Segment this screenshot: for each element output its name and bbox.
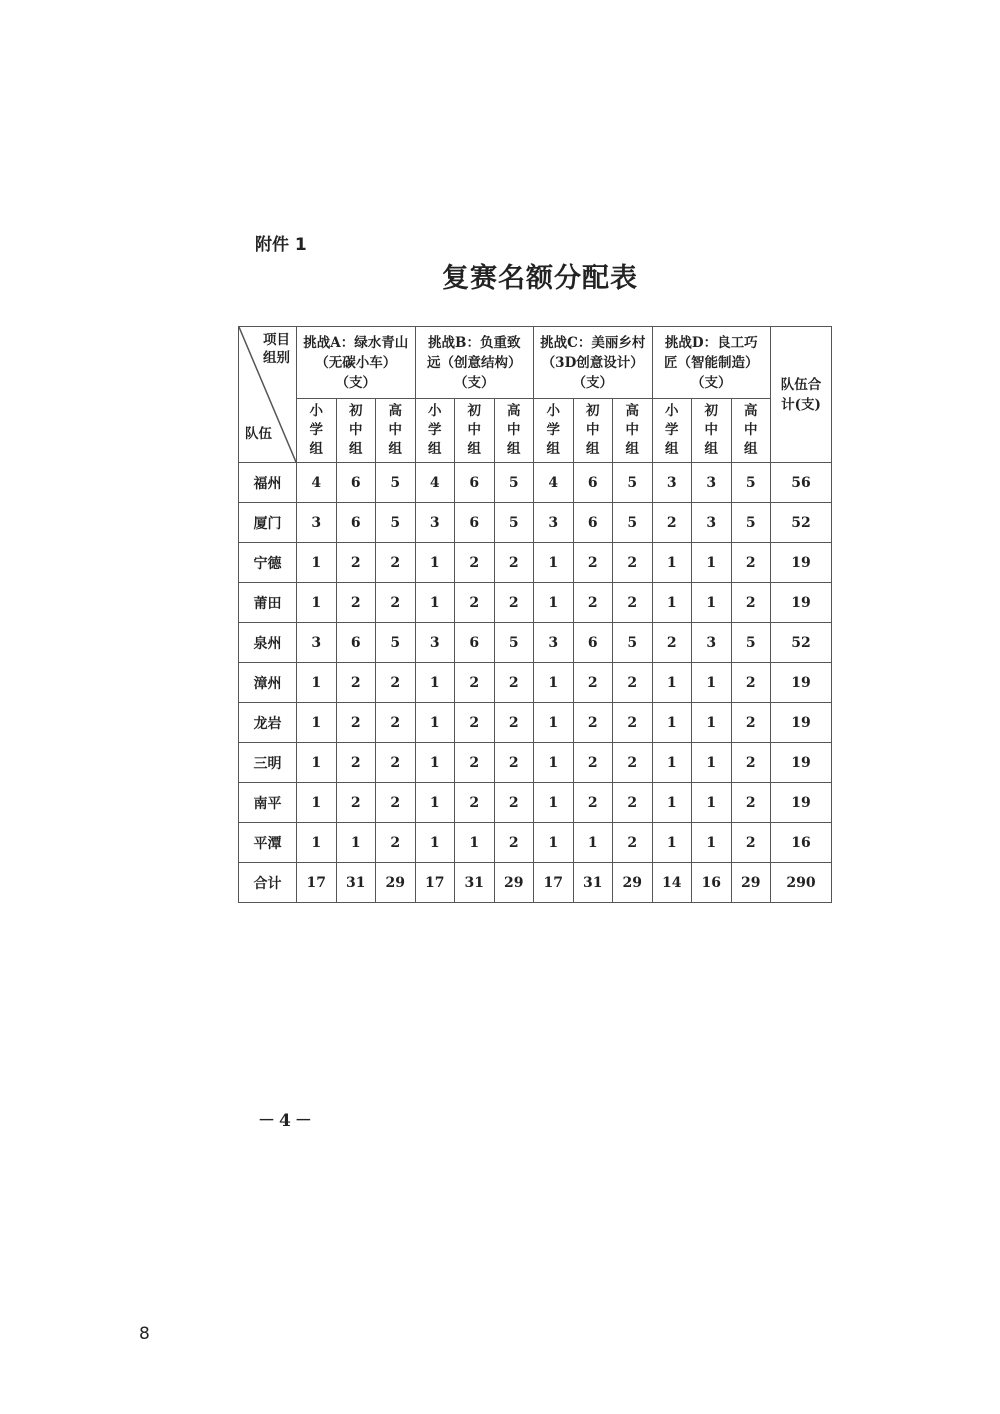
- quota-cell: 2: [573, 703, 613, 743]
- team-total: 19: [771, 783, 832, 823]
- quota-cell: 1: [692, 823, 732, 863]
- quota-cell: 2: [731, 703, 771, 743]
- quota-cell: 1: [415, 783, 455, 823]
- quota-cell: 5: [376, 503, 416, 543]
- quota-cell: 1: [297, 583, 337, 623]
- quota-cell: 2: [455, 783, 495, 823]
- quota-cell: 2: [455, 703, 495, 743]
- quota-cell: 1: [534, 743, 574, 783]
- level-header: 高中组: [494, 399, 534, 463]
- level-header: 小学组: [297, 399, 337, 463]
- quota-cell: 1: [534, 543, 574, 583]
- quota-cell: 5: [731, 623, 771, 663]
- table-row: [239, 583, 832, 623]
- quota-cell: 17: [415, 863, 455, 903]
- corner-header-cell: [239, 327, 297, 463]
- quota-cell: 5: [376, 463, 416, 503]
- quota-cell: 1: [534, 583, 574, 623]
- quota-cell: 2: [652, 503, 692, 543]
- quota-cell: 2: [494, 823, 534, 863]
- quota-cell: 2: [613, 663, 653, 703]
- team-name: 龙岩: [239, 703, 297, 743]
- quota-cell: 29: [494, 863, 534, 903]
- quota-cell: 2: [336, 783, 376, 823]
- quota-cell: 2: [376, 743, 416, 783]
- quota-cell: 14: [652, 863, 692, 903]
- quota-cell: 1: [297, 783, 337, 823]
- quota-cell: 2: [376, 583, 416, 623]
- team-name: 宁德: [239, 543, 297, 583]
- quota-cell: 1: [534, 703, 574, 743]
- quota-cell: 2: [613, 743, 653, 783]
- quota-cell: 1: [692, 703, 732, 743]
- level-header: 高中组: [376, 399, 416, 463]
- quota-cell: 1: [415, 823, 455, 863]
- quota-cell: 2: [494, 663, 534, 703]
- quota-cell: 2: [376, 543, 416, 583]
- quota-cell: 3: [415, 623, 455, 663]
- quota-cell: 6: [455, 503, 495, 543]
- quota-cell: 2: [494, 783, 534, 823]
- quota-cell: 3: [297, 623, 337, 663]
- quota-cell: 1: [652, 743, 692, 783]
- team-name: 合计: [239, 863, 297, 903]
- quota-cell: 17: [297, 863, 337, 903]
- quota-cell: 2: [336, 543, 376, 583]
- quota-cell: 5: [731, 463, 771, 503]
- team-name: 漳州: [239, 663, 297, 703]
- quota-cell: 1: [692, 543, 732, 583]
- team-name: 莆田: [239, 583, 297, 623]
- table-row: [239, 703, 832, 743]
- quota-cell: 1: [415, 663, 455, 703]
- team-name: 泉州: [239, 623, 297, 663]
- quota-cell: 16: [692, 863, 732, 903]
- quota-cell: 5: [494, 623, 534, 663]
- quota-cell: 1: [415, 703, 455, 743]
- quota-cell: 2: [336, 583, 376, 623]
- quota-cell: 1: [534, 663, 574, 703]
- team-total: 52: [771, 503, 832, 543]
- document-title: 复赛名额分配表: [442, 263, 638, 294]
- quota-cell: 2: [376, 703, 416, 743]
- quota-cell: 1: [415, 543, 455, 583]
- quota-cell: 1: [336, 823, 376, 863]
- team-total: 19: [771, 663, 832, 703]
- team-total: 19: [771, 703, 832, 743]
- quota-cell: 2: [494, 743, 534, 783]
- quota-cell: 2: [455, 743, 495, 783]
- quota-cell: 2: [573, 743, 613, 783]
- quota-cell: 2: [455, 663, 495, 703]
- quota-cell: 1: [652, 703, 692, 743]
- quota-cell: 1: [573, 823, 613, 863]
- quota-cell: 2: [573, 583, 613, 623]
- quota-cell: 2: [613, 823, 653, 863]
- quota-cell: 29: [613, 863, 653, 903]
- quota-cell: 2: [573, 543, 613, 583]
- quota-cell: 1: [692, 663, 732, 703]
- quota-cell: 2: [455, 583, 495, 623]
- table-row: [239, 743, 832, 783]
- quota-cell: 2: [652, 623, 692, 663]
- level-header: 高中组: [731, 399, 771, 463]
- quota-cell: 1: [415, 583, 455, 623]
- level-header: 小学组: [652, 399, 692, 463]
- quota-cell: 5: [731, 503, 771, 543]
- quota-cell: 6: [573, 623, 613, 663]
- corner-bottom-label: 队伍: [245, 426, 272, 442]
- quota-cell: 4: [297, 463, 337, 503]
- team-total: 19: [771, 543, 832, 583]
- quota-cell: 3: [652, 463, 692, 503]
- quota-cell: 1: [692, 783, 732, 823]
- team-total: 56: [771, 463, 832, 503]
- quota-cell: 1: [297, 543, 337, 583]
- table-row: [239, 503, 832, 543]
- quota-cell: 1: [415, 743, 455, 783]
- team-name: 平潭: [239, 823, 297, 863]
- quota-cell: 2: [731, 783, 771, 823]
- quota-cell: 3: [297, 503, 337, 543]
- level-header: 小学组: [415, 399, 455, 463]
- quota-cell: 29: [731, 863, 771, 903]
- level-header: 初中组: [336, 399, 376, 463]
- quota-cell: 2: [731, 543, 771, 583]
- quota-cell: 5: [613, 463, 653, 503]
- quota-cell: 2: [573, 783, 613, 823]
- quota-cell: 3: [415, 503, 455, 543]
- quota-cell: 29: [376, 863, 416, 903]
- quota-cell: 5: [613, 503, 653, 543]
- quota-cell: 2: [455, 543, 495, 583]
- quota-cell: 5: [613, 623, 653, 663]
- quota-cell: 2: [494, 583, 534, 623]
- quota-cell: 3: [534, 503, 574, 543]
- quota-cell: 1: [297, 703, 337, 743]
- challenge-header: 挑战B：负重致远（创意结构）（支）: [415, 327, 534, 399]
- quota-cell: 6: [573, 503, 613, 543]
- quota-cell: 2: [376, 783, 416, 823]
- quota-cell: 2: [731, 823, 771, 863]
- team-total: 19: [771, 583, 832, 623]
- quota-cell: 1: [297, 823, 337, 863]
- quota-cell: 6: [336, 463, 376, 503]
- quota-cell: 2: [613, 783, 653, 823]
- total-header: 队伍合计(支): [771, 327, 832, 463]
- quota-cell: 31: [336, 863, 376, 903]
- total-row: [239, 863, 832, 903]
- quota-cell: 1: [297, 663, 337, 703]
- quota-cell: 2: [376, 823, 416, 863]
- team-total: 52: [771, 623, 832, 663]
- level-header: 小学组: [534, 399, 574, 463]
- team-name: 南平: [239, 783, 297, 823]
- quota-cell: 6: [573, 463, 613, 503]
- quota-cell: 2: [613, 583, 653, 623]
- table-row: [239, 663, 832, 703]
- attachment-label: 附件 1: [255, 235, 307, 255]
- table-row: [239, 783, 832, 823]
- quota-cell: 2: [731, 663, 771, 703]
- quota-cell: 31: [573, 863, 613, 903]
- quota-cell: 1: [692, 743, 732, 783]
- quota-cell: 4: [534, 463, 574, 503]
- quota-cell: 1: [534, 823, 574, 863]
- quota-cell: 2: [336, 743, 376, 783]
- level-header: 初中组: [692, 399, 732, 463]
- quota-cell: 5: [494, 463, 534, 503]
- quota-table: [238, 326, 832, 903]
- quota-cell: 2: [731, 743, 771, 783]
- quota-cell: 5: [494, 503, 534, 543]
- quota-cell: 6: [455, 623, 495, 663]
- quota-cell: 6: [336, 623, 376, 663]
- team-total: 19: [771, 743, 832, 783]
- quota-cell: 3: [534, 623, 574, 663]
- quota-cell: 3: [692, 623, 732, 663]
- quota-cell: 1: [297, 743, 337, 783]
- quota-cell: 2: [573, 663, 613, 703]
- table-row: [239, 623, 832, 663]
- quota-cell: 1: [652, 543, 692, 583]
- quota-cell: 1: [455, 823, 495, 863]
- quota-cell: 6: [336, 503, 376, 543]
- quota-cell: 3: [692, 503, 732, 543]
- quota-cell: 1: [652, 823, 692, 863]
- level-header: 初中组: [573, 399, 613, 463]
- sheet-number: 8: [139, 1324, 150, 1344]
- team-name: 福州: [239, 463, 297, 503]
- team-total: 16: [771, 823, 832, 863]
- table-row: [239, 463, 832, 503]
- quota-cell: 6: [455, 463, 495, 503]
- level-header: 初中组: [455, 399, 495, 463]
- team-name: 厦门: [239, 503, 297, 543]
- quota-cell: 3: [692, 463, 732, 503]
- corner-top-label: 项目 组别: [263, 332, 290, 366]
- quota-cell: 1: [652, 583, 692, 623]
- quota-cell: 2: [494, 543, 534, 583]
- quota-cell: 31: [455, 863, 495, 903]
- challenge-header: 挑战C：美丽乡村（3D创意设计）（支）: [534, 327, 653, 399]
- level-header: 高中组: [613, 399, 653, 463]
- quota-cell: 2: [613, 543, 653, 583]
- quota-cell: 2: [731, 583, 771, 623]
- team-name: 三明: [239, 743, 297, 783]
- challenge-header: 挑战D：良工巧匠（智能制造）（支）: [652, 327, 771, 399]
- quota-cell: 2: [336, 663, 376, 703]
- quota-cell: 1: [692, 583, 732, 623]
- table-row: [239, 823, 832, 863]
- table-row: [239, 543, 832, 583]
- quota-cell: 2: [494, 703, 534, 743]
- quota-cell: 4: [415, 463, 455, 503]
- challenge-header: 挑战A：绿水青山（无碳小车）（支）: [297, 327, 416, 399]
- quota-cell: 2: [613, 703, 653, 743]
- quota-cell: 2: [336, 703, 376, 743]
- quota-cell: 1: [652, 663, 692, 703]
- quota-cell: 1: [652, 783, 692, 823]
- quota-cell: 1: [534, 783, 574, 823]
- page-number: －4－: [258, 1111, 316, 1131]
- quota-cell: 17: [534, 863, 574, 903]
- team-total: 290: [771, 863, 832, 903]
- quota-cell: 2: [376, 663, 416, 703]
- quota-cell: 5: [376, 623, 416, 663]
